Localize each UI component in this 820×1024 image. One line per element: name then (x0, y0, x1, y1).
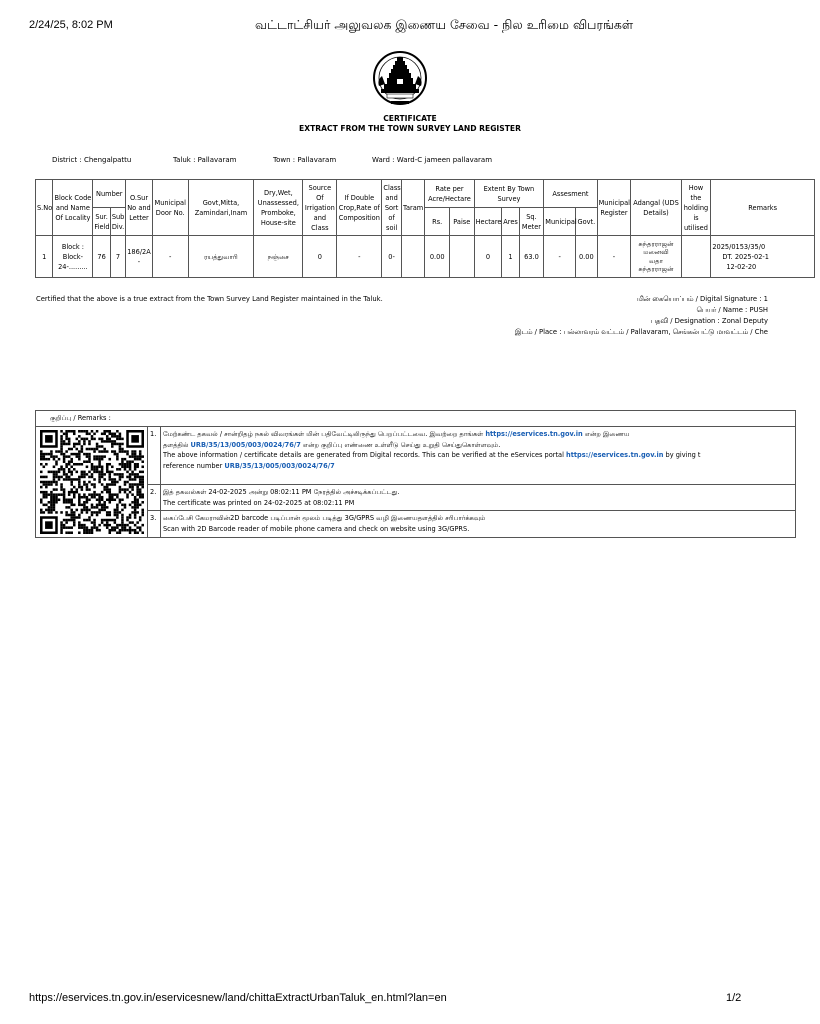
district-field: District : Chengalpattu (52, 156, 132, 164)
col-dry-wet: Dry,Wet, Unassessed, Promboke, House-site (254, 180, 303, 236)
cell-sub-div: 7 (110, 236, 125, 278)
col-municipal-door: Municipal Door No. (152, 180, 188, 236)
cell-taram (401, 236, 425, 278)
qr-code-icon (40, 430, 144, 534)
signer-place: இடம் / Place : பல்லாவரம் வட்டம் / Pallavaram, செங்கல்பட்டு மாவட்டம் / Che (514, 328, 768, 336)
col-sno: S.No (36, 180, 53, 236)
col-holding: How the holding is utilised (681, 180, 711, 236)
col-municipal-register: Municipal Register (597, 180, 631, 236)
signer-designation: பதவி / Designation : Zonal Deputy (650, 317, 768, 325)
cell-hectare: 0 (474, 236, 502, 278)
col-ares: Ares (502, 208, 519, 236)
col-extent: Extent By Town Survey (474, 180, 544, 208)
remarks-header: குறிப்பு / Remarks : (36, 411, 796, 427)
page-title: வட்டாட்சியர் அலுவலக இணைய சேவை - நில உரிமை விபரங்கள் (255, 17, 634, 32)
portal-link[interactable]: https://eservices.tn.gov.in (485, 430, 583, 438)
cell-adangal-line: வதா (648, 256, 664, 265)
col-taram: Taram (401, 180, 425, 236)
cell-adangal-line: மனைவி (643, 248, 669, 256)
col-rate-per: Rate per Acre/Hectare (425, 180, 474, 208)
reference-number: URB/35/13/005/003/0024/76/7 (224, 461, 335, 470)
remark-number: 1. (148, 427, 161, 485)
cell-rs: 0.00 (425, 236, 450, 278)
footer-url: https://eservices.tn.gov.in/eservicesnew/land/chittaExtractUrbanTaluk_en.html?lan=en (29, 992, 447, 1004)
table-row (36, 236, 815, 278)
col-adangal: Adangal (UDS Details) (631, 180, 681, 236)
col-rs: Rs. (425, 208, 450, 236)
ward-field: Ward : Ward-C jameen pallavaram (372, 156, 493, 164)
cell-paise (449, 236, 474, 278)
certificate-title: CERTIFICATE (383, 114, 437, 123)
col-sur-field: Sur. Field (93, 208, 110, 236)
cell-block-line: Block- (62, 252, 84, 261)
portal-link[interactable]: https://eservices.tn.gov.in (566, 451, 664, 459)
cell-adangal-line: சுந்தரராஜன் (638, 239, 674, 248)
signer-name: பெயர் / Name : PUSH (696, 306, 768, 314)
cell-block (53, 236, 93, 278)
remark-item-2: இத் தகவல்கள் 24-02-2025 அன்று 08:02:11 PM நேரத்தில் அச்சடிக்கப்பட்டது. The certificate was printed on 24-02-2025 at 08:02:11 PM (161, 485, 796, 511)
cell-remarks-line: 12-02-20 (726, 262, 757, 271)
certificate-subtitle: EXTRACT FROM THE TOWN SURVEY LAND REGISTER (299, 124, 521, 133)
col-double-crop: If Double Crop,Rate of Composition (337, 180, 382, 236)
cell-dry-wet: நஞ்சை (254, 236, 303, 278)
cell-double-crop: - (337, 236, 382, 278)
col-number: Number (93, 180, 126, 208)
cell-class-sort: 0- (382, 236, 401, 278)
reference-number: URB/35/13/005/003/0024/76/7 (190, 440, 301, 449)
col-municipal: Municipal (544, 208, 576, 236)
col-paise: Paise (449, 208, 474, 236)
cell-municipal: - (544, 236, 576, 278)
cell-sur-field: 76 (93, 236, 110, 278)
col-hectare: Hectare (474, 208, 502, 236)
cell-block-line: Block : (61, 242, 84, 251)
cell-remarks-line: DT. 2025-02-1 (722, 252, 769, 261)
cell-municipal-register: - (597, 236, 631, 278)
cell-remarks (711, 236, 815, 278)
certified-statement: Certified that the above is a true extract from the Town Survey Land Register maintained in the Taluk. (36, 295, 383, 303)
land-register-table (35, 179, 778, 273)
col-osur: O.Sur No and Letter (126, 180, 153, 236)
cell-source-irrigation: 0 (303, 236, 337, 278)
print-datetime: 2/24/25, 8:02 PM (29, 19, 113, 31)
tamilnadu-emblem-icon (373, 50, 427, 108)
col-govt: Govt. (576, 208, 598, 236)
digital-signature: மின் கையொப்பம் / Digital Signature : 1 (636, 295, 768, 303)
remark-item-3: கைப்பேசி கேமராவின்2D barcode படிப்பான் மூலம் படித்து 3G/GPRS வழி இணையதளத்தில் சரிபார்க்கவும் Scan with 2D Barcode reader of mobile phone camera and check on website using 3G/GPRS. (161, 511, 796, 538)
cell-municipal-door: - (152, 236, 188, 278)
cell-govt: 0.00 (576, 236, 598, 278)
remarks-table (35, 410, 768, 546)
cell-sno: 1 (36, 236, 53, 278)
col-source-irrigation: Source Of Irrigation and Class (303, 180, 337, 236)
cell-block-line: 24-......... (58, 262, 88, 271)
col-sq-meter: Sq. Meter (519, 208, 544, 236)
cell-ares: 1 (502, 236, 519, 278)
town-field: Town : Pallavaram (273, 156, 337, 164)
taluk-field: Taluk : Pallavaram (173, 156, 237, 164)
col-class-sort: Class and Sort of soil (382, 180, 401, 236)
remark-number: 2. (148, 485, 161, 511)
col-govt-mitta: Govt,Mitta, Zamindari,Inam (188, 180, 254, 236)
col-sub-div: Sub Div. (110, 208, 125, 236)
qr-code-cell (36, 427, 148, 538)
cell-sq-meter: 63.0 (519, 236, 544, 278)
col-remarks: Remarks (711, 180, 815, 236)
cell-adangal (631, 236, 681, 278)
col-block-code: Block Code and Name Of Locality (53, 180, 93, 236)
remark-item-1: மேற்கண்ட தகவல் / சான்றிதழ் நகல் விவரங்கள் மின் பதிவேட்டிலிருந்து பெறப்பட்டவை. இவற்றை தாங்கள் https://eservices.tn.gov.in என்ற இணைய தளத்தில் URB/35/13/005/003/0024/76/7 என்ற குறிப்பு எண்ணை உள்ளீடு செய்து உறுதி செய்துகொள்ளவும். The above information / certificate details are generated from Digital records. This can be verified at the eServices portal https://eservices.tn.gov.in by giving t reference number URB/35/13/005/003/0024/76/7 (161, 427, 796, 485)
cell-govt-mitta: ரயத்துவாரி (188, 236, 254, 278)
page-number: 1/2 (726, 992, 742, 1004)
col-assesment: Assesment (544, 180, 597, 208)
cell-osur: 186/2A - (126, 236, 153, 278)
cell-adangal-line: சுந்தரராஜன் (638, 265, 674, 273)
cell-holding (681, 236, 711, 278)
remark-number: 3. (148, 511, 161, 538)
cell-remarks-line: 2025/0153/35/0 (712, 242, 766, 251)
